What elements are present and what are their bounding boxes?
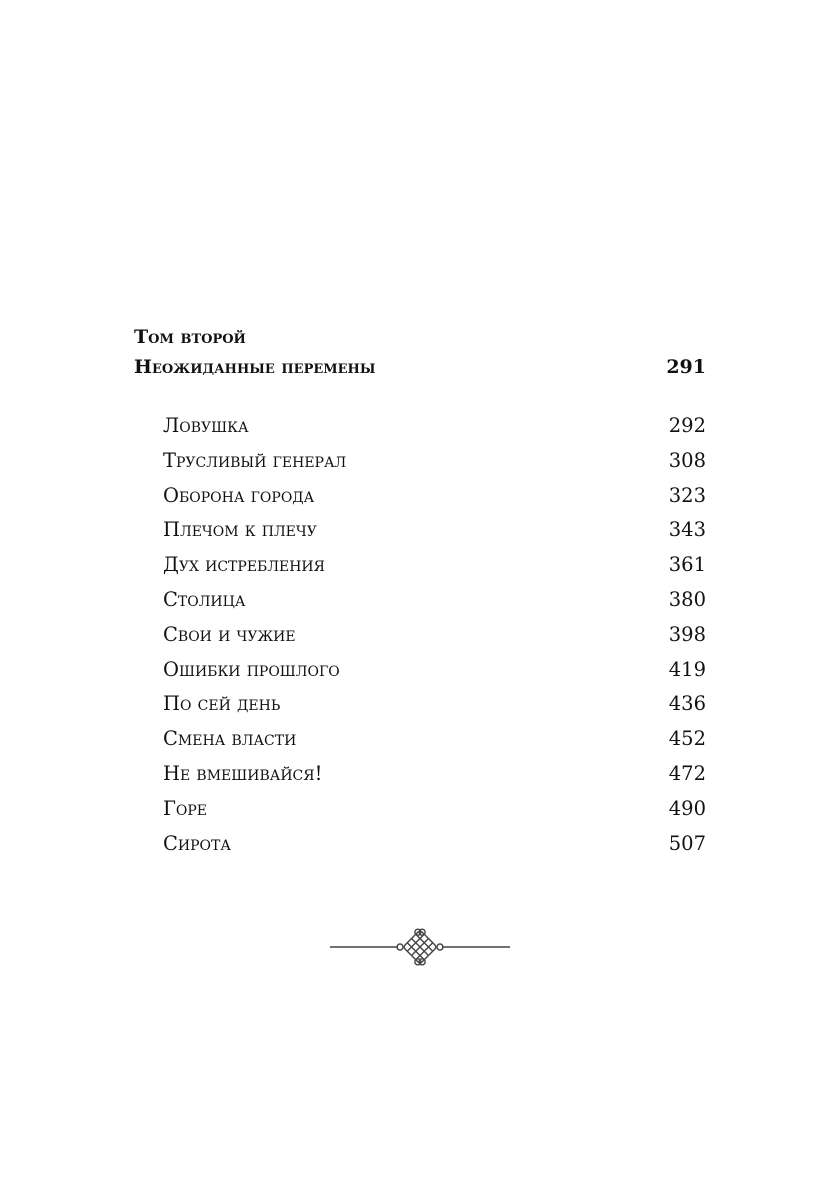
chapter-entry[interactable]: [163, 653, 706, 688]
chapter-page-number: 292: [668, 414, 706, 437]
chapter-entry[interactable]: [163, 513, 706, 548]
table-of-contents: [134, 322, 706, 861]
chapter-title: Смена власти: [163, 727, 297, 751]
chapter-entry[interactable]: [163, 583, 706, 618]
chapter-entry[interactable]: [163, 722, 706, 757]
part-entry[interactable]: [134, 352, 706, 382]
chapter-page-number: 343: [668, 518, 706, 542]
chapter-page-number: 398: [668, 622, 706, 646]
volume-title: Том второй: [134, 326, 246, 348]
chapter-entry[interactable]: [163, 827, 706, 862]
chapter-page-number: 380: [668, 587, 706, 611]
chapter-page-number: 490: [668, 796, 706, 820]
part-title: Неожиданные перемены: [134, 356, 376, 378]
chapter-title: Ловушка: [163, 414, 249, 437]
chapter-title: Не вмешивайся!: [163, 761, 323, 785]
chapter-page-number: 507: [668, 831, 706, 855]
chapter-page-number: 436: [668, 692, 706, 716]
chapter-title: Сирота: [163, 831, 231, 855]
chapter-page-number: 323: [668, 483, 706, 507]
chapter-page-number: 472: [668, 761, 706, 785]
chapter-page-number: 419: [668, 657, 706, 681]
chapter-page-number: 361: [668, 553, 706, 577]
chapter-entry[interactable]: [163, 757, 706, 792]
chapter-entry[interactable]: [163, 687, 706, 722]
chapter-page-number: 308: [668, 448, 706, 472]
chapter-title: Оборона города: [163, 483, 315, 507]
chapter-entry[interactable]: [163, 479, 706, 514]
chapter-title: Плечом к плечу: [163, 518, 317, 542]
chapter-title: По сей день: [163, 692, 281, 716]
chapter-title: Горе: [163, 796, 208, 820]
part-page-number: 291: [666, 356, 706, 378]
chapter-entry[interactable]: [163, 792, 706, 827]
chapter-title: Ошибки прошлого: [163, 657, 340, 681]
endless-knot-divider-icon: [330, 928, 510, 966]
chapter-entry[interactable]: [163, 444, 706, 479]
chapter-page-number: 452: [668, 727, 706, 751]
chapter-entry[interactable]: [163, 618, 706, 653]
chapter-title: Свои и чужие: [163, 622, 296, 646]
chapter-list: [134, 409, 706, 861]
chapter-title: Дух истребления: [163, 553, 325, 577]
chapter-entry[interactable]: [163, 548, 706, 583]
chapter-title: Столица: [163, 587, 246, 611]
chapter-entry[interactable]: [163, 409, 706, 444]
chapter-title: Трусливый генерал: [163, 448, 347, 472]
